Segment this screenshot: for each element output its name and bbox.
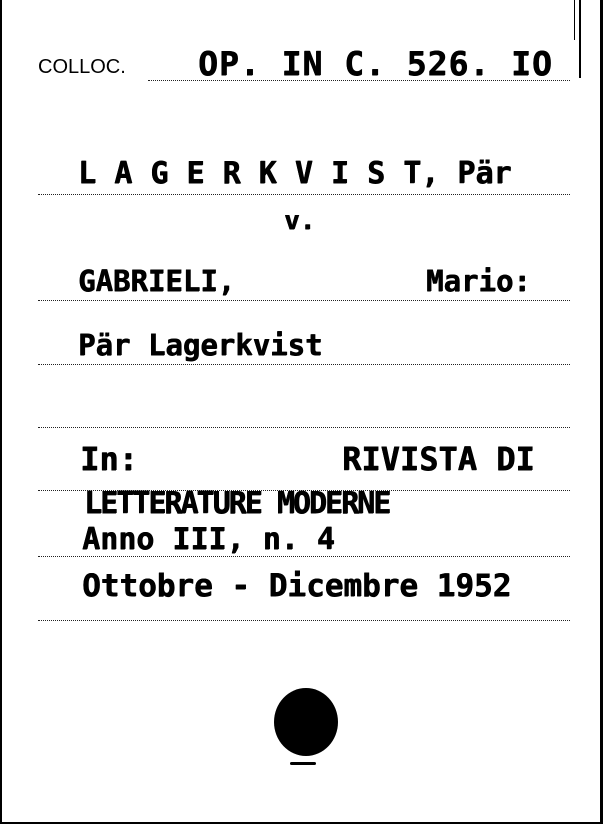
- author-line: L A G E R K V I S T, Pär: [78, 156, 512, 191]
- colloc-label: COLLOC.: [38, 56, 126, 78]
- rule-blank: [38, 427, 570, 428]
- rule-date: [38, 620, 570, 621]
- punch-hole-shadow: [290, 762, 316, 765]
- rule-title: [38, 364, 570, 365]
- rule-issue: [38, 556, 570, 557]
- shelfmark: OP. IN C. 526. IO: [198, 44, 553, 83]
- critic-forename: Mario:: [426, 264, 531, 298]
- punch-hole: [274, 688, 338, 756]
- v-line: v.: [284, 206, 316, 236]
- rule-critic: [38, 300, 570, 301]
- journal-part2: LETTERATURE MODERNE: [84, 486, 390, 521]
- card-edge-mark-secondary: [574, 0, 575, 40]
- journal-part1: RIVISTA DI: [342, 440, 535, 478]
- in-label: In:: [80, 440, 138, 478]
- date: Ottobre - Dicembre 1952: [82, 568, 512, 604]
- issue: Anno III, n. 4: [82, 522, 335, 557]
- card-edge-mark: [579, 0, 581, 78]
- article-title: Pär Lagerkvist: [78, 328, 323, 362]
- rule-author: [38, 194, 570, 195]
- rule-shelfmark: [148, 80, 570, 81]
- critic-surname: GABRIELI,: [78, 264, 236, 298]
